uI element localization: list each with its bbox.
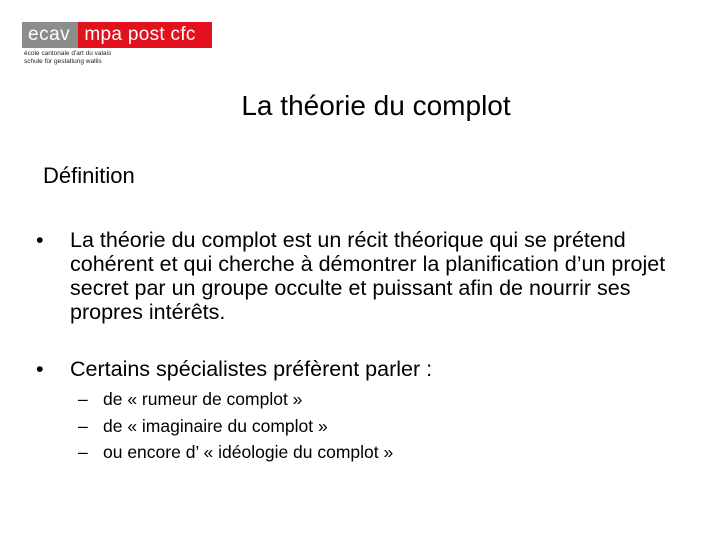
dash-icon: – [78,442,88,462]
sub-bullet-item [78,439,393,466]
dash-icon: – [78,415,88,436]
dash-icon: – [78,389,88,409]
bullet-text: La théorie du complot est un récit théorique qui se prétend cohérent et qui cherche à démontrer la planification d’un projet secret par un groupe occulte et puissant afin de nourrir ses propres intérêts. [70,228,666,324]
sub-bullet-text: de « imaginaire du complot » [103,415,328,436]
school-logo [22,22,212,72]
slide-subtitle: Définition [43,163,135,188]
logo-mpa-text: mpa post cfc [78,22,212,48]
logo-ecav-text: ecav [22,22,78,48]
sub-bullet-list [78,386,393,466]
sub-bullet-item [78,386,393,413]
logo-subtitle-line-1: école cantonale d'art du valais [24,50,112,57]
bullet-icon: • [36,228,44,252]
logo-subtitle-line-2: schule für gestaltung wallis [24,58,102,65]
sub-bullet-item [78,413,393,440]
slide-title: La théorie du complot [241,90,511,121]
sub-bullet-text: de « rumeur de complot » [103,389,303,409]
sub-bullet-text: ou encore d’ « idéologie du complot » [103,442,394,462]
bullet-item-specialists [36,357,696,381]
bullet-text: Certains spécialistes préfèrent parler : [70,357,433,381]
logo-banner [22,22,212,48]
bullet-icon: • [36,357,44,381]
bullet-item-definition [36,228,696,324]
